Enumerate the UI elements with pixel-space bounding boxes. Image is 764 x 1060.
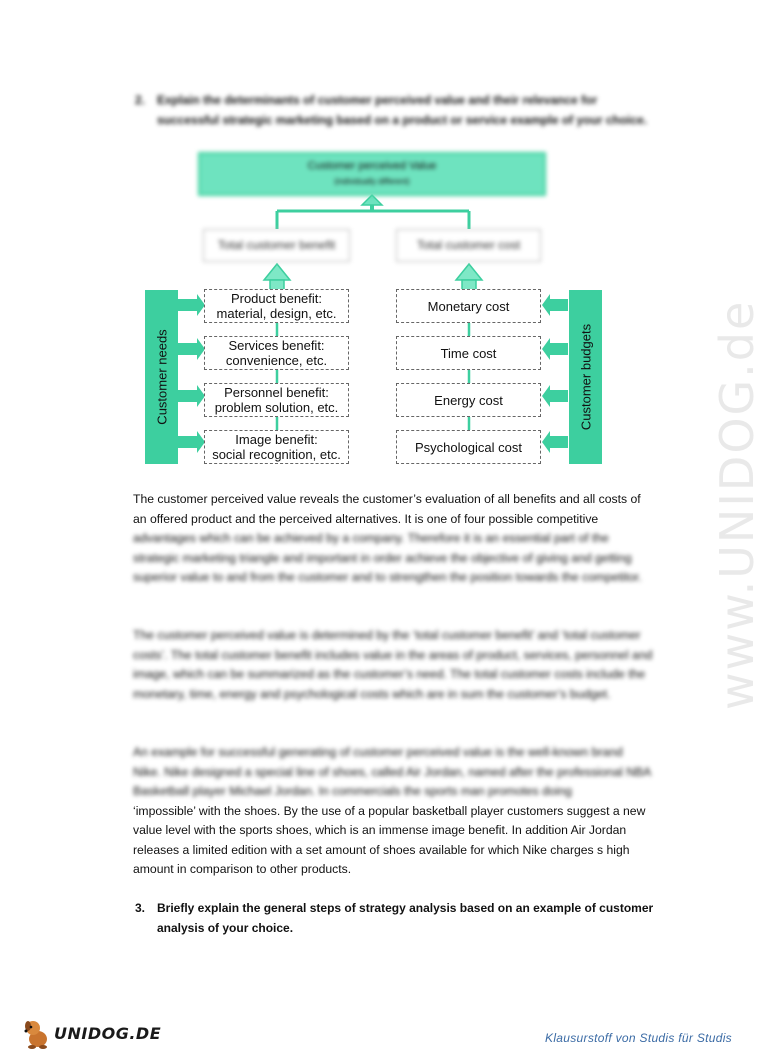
product-benefit-detail: material, design, etc. (216, 306, 337, 321)
total-customer-benefit-box: Total customer benefit (203, 229, 350, 262)
services-benefit-detail: convenience, etc. (225, 353, 328, 368)
psychological-cost-box: Psychological cost (396, 430, 541, 464)
services-benefit-title: Services benefit: (228, 338, 325, 353)
image-benefit-detail: social recognition, etc. (212, 447, 341, 462)
diagram-connectors (0, 0, 750, 480)
customer-needs-bar (145, 290, 178, 464)
customer-needs-label: Customer needs (154, 329, 169, 425)
question-2-text: Explain the determinants of customer perceived value and their relevance for successful strategic marketing based on a product or service example of your choice. (157, 93, 648, 127)
product-benefit-title: Product benefit: (230, 291, 323, 306)
paragraph-3-visible: ‘impossible’ with the shoes. By the use of a popular basketball player customers suggest a new value level with the sports shoes, which is an immense image benefit. In addition Air Jordan releases a limited edition with a set amount of shoes available for which Nike charges s high amount in comparison to other products. (133, 803, 646, 876)
dog-icon (22, 1016, 52, 1050)
paragraph-3 (133, 743, 653, 880)
customer-perceived-value-box (198, 152, 546, 196)
paragraph-2: The customer perceived value is determined by the ‘total customer benefit’ and ‘total customer costs’. The total customer benefit includes value in the areas of product, services, personnel and image, which can be summarized as the customer’s need. The total customer costs include the monetary, time, energy and psychological costs which are in sum the customer’s budget. (133, 628, 653, 701)
paragraph-1 (133, 490, 653, 588)
total-customer-cost-box: Total customer cost (396, 229, 541, 262)
monetary-cost-box: Monetary cost (396, 289, 541, 323)
unidog-logo[interactable] (22, 1013, 161, 1053)
services-benefit-box (204, 336, 349, 370)
logo-text: UNIDOG.DE (54, 1023, 162, 1043)
image-benefit-box (204, 430, 349, 464)
customer-budgets-label: Customer budgets (578, 323, 593, 431)
benefit-up-arrow (264, 264, 290, 280)
footer-tagline: Klausurstoff von Studis für Studis (545, 1031, 732, 1045)
customer-budgets-bar (569, 290, 602, 464)
top-box-subtitle: (individually different) (334, 177, 410, 186)
image-benefit-title: Image benefit: (235, 432, 318, 447)
cost-up-arrow (456, 264, 482, 280)
paragraph-1-visible: The customer perceived value reveals the customer’s evaluation of all benefits and all costs of an offered product and the perceived alternatives. It is one of four possible competitive (133, 492, 641, 526)
personnel-benefit-detail: problem solution, etc. (214, 400, 339, 415)
energy-cost-box: Energy cost (396, 383, 541, 417)
top-box-title: Customer perceived Value (307, 160, 437, 172)
watermark: www.UNIDOG.de (710, 299, 764, 710)
question-2-number: 2. (135, 93, 146, 107)
question-3-number: 3. (135, 901, 146, 915)
paragraph-1-blurred: advantages which can be achieved by a company. Therefore it is an essential part of the strategic marketing triangle and important in order achieve the objective of giving and getting superior value to and from the customer and to strengthen the position towards the competitor. (133, 531, 642, 584)
product-benefit-box (204, 289, 349, 323)
question-3-text: Briefly explain the general steps of strategy analysis based on an example of customer analysis of your choice. (157, 901, 654, 935)
question-3 (135, 898, 655, 938)
time-cost-box: Time cost (396, 336, 541, 370)
paragraph-3-blurred: An example for successful generating of customer perceived value is the well-known brand Nike. Nike designed a special line of shoes, called Air Jordan, named after the professional NBA Basketball player Michael Jordan. In commercials the sports man promotes doing (133, 745, 651, 798)
personnel-benefit-box (204, 383, 349, 417)
personnel-benefit-title: Personnel benefit: (224, 385, 329, 400)
